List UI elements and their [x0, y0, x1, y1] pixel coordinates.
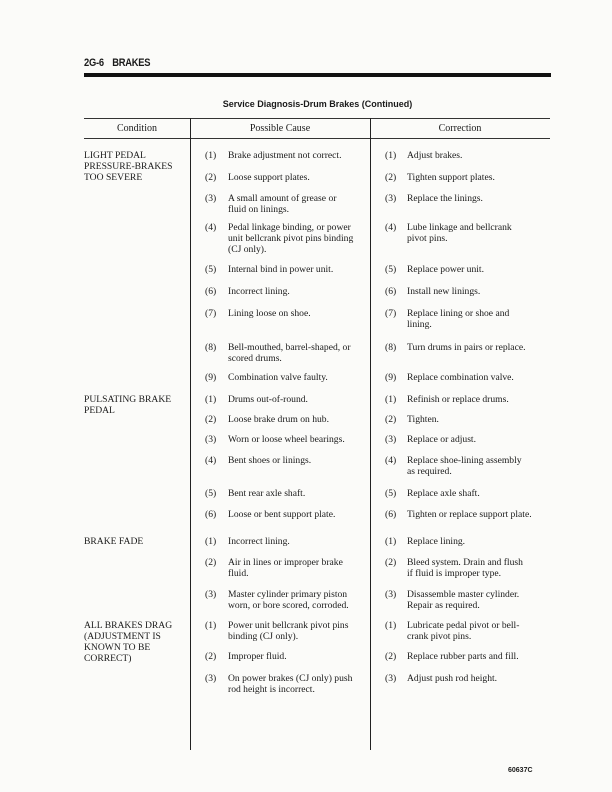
correction: Lube linkage and bellcrank pivot pins.	[407, 222, 512, 244]
condition-label: BRAKE FADE	[84, 536, 144, 547]
correction-number: (8)	[385, 342, 397, 353]
page-header	[84, 57, 159, 69]
possible-cause: On power brakes (CJ only) push rod height is incorrect.	[228, 673, 353, 695]
possible-cause: Pedal linkage binding, or power unit bellcrank pivot pins binding (CJ only).	[228, 222, 354, 255]
cause-number: (3)	[205, 589, 217, 600]
correction: Replace or adjust.	[407, 434, 476, 445]
correction: Tighten or replace support plate.	[407, 509, 532, 520]
correction: Turn drums in pairs or replace.	[407, 342, 526, 353]
correction-number: (2)	[385, 414, 397, 425]
correction: Adjust push rod height.	[407, 673, 498, 684]
column-divider	[190, 118, 191, 750]
cause-number: (2)	[205, 414, 217, 425]
correction: Tighten support plates.	[407, 172, 495, 183]
cause-number: (1)	[205, 150, 217, 161]
possible-cause: Air in lines or improper brake fluid.	[228, 557, 343, 579]
correction-number: (2)	[385, 557, 397, 568]
correction-number: (7)	[385, 308, 397, 319]
possible-cause: A small amount of grease or fluid on linings.	[228, 193, 337, 215]
correction-number: (3)	[385, 589, 397, 600]
section-number: 2G-6	[84, 57, 104, 69]
correction: Replace axle shaft.	[407, 488, 480, 499]
correction-number: (1)	[385, 150, 397, 161]
possible-cause: Combination valve faulty.	[228, 372, 328, 383]
cause-number: (3)	[205, 673, 217, 684]
cause-number: (2)	[205, 651, 217, 662]
correction-number: (3)	[385, 434, 397, 445]
cause-number: (6)	[205, 286, 217, 297]
correction: Refinish or replace drums.	[407, 394, 509, 405]
possible-cause: Internal bind in power unit.	[228, 264, 334, 275]
correction-number: (6)	[385, 286, 397, 297]
correction: Bleed system. Drain and flush if fluid is improper type.	[407, 557, 523, 579]
correction: Replace power unit.	[407, 264, 484, 275]
correction-number: (2)	[385, 172, 397, 183]
column-header-cause: Possible Cause	[249, 123, 311, 134]
possible-cause: Loose support plates.	[228, 172, 310, 183]
correction: Replace lining.	[407, 536, 466, 547]
cause-number: (3)	[205, 434, 217, 445]
correction-number: (1)	[385, 620, 397, 631]
cause-number: (4)	[205, 455, 217, 466]
condition-label: PULSATING BRAKE PEDAL	[84, 394, 172, 416]
correction-number: (6)	[385, 509, 397, 520]
possible-cause: Bell-mouthed, barrel-shaped, or scored drums.	[228, 342, 351, 364]
cause-number: (1)	[205, 536, 217, 547]
column-header-correction: Correction	[438, 123, 482, 134]
possible-cause: Master cylinder primary piston worn, or bore scored, corroded.	[228, 589, 349, 611]
possible-cause: Improper fluid.	[228, 651, 287, 662]
correction: Disassemble master cylinder. Repair as required.	[407, 589, 520, 611]
table-title: Service Diagnosis-Drum Brakes (Continued)	[222, 99, 413, 109]
possible-cause: Loose brake drum on hub.	[228, 414, 329, 425]
cause-number: (6)	[205, 509, 217, 520]
correction-number: (3)	[385, 193, 397, 204]
correction-number: (1)	[385, 536, 397, 547]
possible-cause: Lining loose on shoe.	[228, 308, 311, 319]
cause-number: (3)	[205, 193, 217, 204]
table-header-border	[84, 138, 550, 139]
correction: Lubricate pedal pivot or bell- crank pivot pins.	[407, 620, 520, 642]
possible-cause: Bent shoes or linings.	[228, 455, 312, 466]
possible-cause: Brake adjustment not correct.	[228, 150, 342, 161]
correction-number: (3)	[385, 673, 397, 684]
correction-number: (5)	[385, 264, 397, 275]
correction-number: (4)	[385, 455, 397, 466]
possible-cause: Bent rear axle shaft.	[228, 488, 306, 499]
cause-number: (5)	[205, 488, 217, 499]
section-title: BRAKES	[112, 57, 151, 69]
possible-cause: Incorrect lining.	[228, 286, 290, 297]
figure-number: 60637C	[508, 767, 533, 774]
correction: Install new linings.	[407, 286, 481, 297]
condition-label: LIGHT PEDAL PRESSURE-BRAKES TOO SEVERE	[84, 150, 173, 183]
correction: Replace lining or shoe and lining.	[407, 308, 510, 330]
cause-number: (2)	[205, 557, 217, 568]
header-rule	[84, 73, 551, 77]
possible-cause: Incorrect lining.	[228, 536, 290, 547]
possible-cause: Drums out-of-round.	[228, 394, 308, 405]
cause-number: (9)	[205, 372, 217, 383]
correction: Adjust brakes.	[407, 150, 463, 161]
cause-number: (1)	[205, 620, 217, 631]
correction: Replace rubber parts and fill.	[407, 651, 519, 662]
correction: Replace combination valve.	[407, 372, 514, 383]
condition-label: ALL BRAKES DRAG (ADJUSTMENT IS KNOWN TO BE CORRECT)	[84, 620, 173, 664]
table-top-border	[84, 118, 550, 119]
cause-number: (4)	[205, 222, 217, 233]
correction: Replace shoe-lining assembly as required.	[407, 455, 522, 477]
correction-number: (4)	[385, 222, 397, 233]
cause-number: (1)	[205, 394, 217, 405]
possible-cause: Loose or bent support plate.	[228, 509, 336, 520]
cause-number: (5)	[205, 264, 217, 275]
possible-cause: Power unit bellcrank pivot pins binding (CJ only).	[228, 620, 349, 642]
correction: Tighten.	[407, 414, 439, 425]
column-header-condition: Condition	[116, 123, 157, 134]
correction-number: (2)	[385, 651, 397, 662]
cause-number: (7)	[205, 308, 217, 319]
column-divider	[370, 118, 371, 750]
correction-number: (1)	[385, 394, 397, 405]
cause-number: (2)	[205, 172, 217, 183]
possible-cause: Worn or loose wheel bearings.	[228, 434, 345, 445]
correction-number: (5)	[385, 488, 397, 499]
correction: Replace the linings.	[407, 193, 483, 204]
correction-number: (9)	[385, 372, 397, 383]
cause-number: (8)	[205, 342, 217, 353]
